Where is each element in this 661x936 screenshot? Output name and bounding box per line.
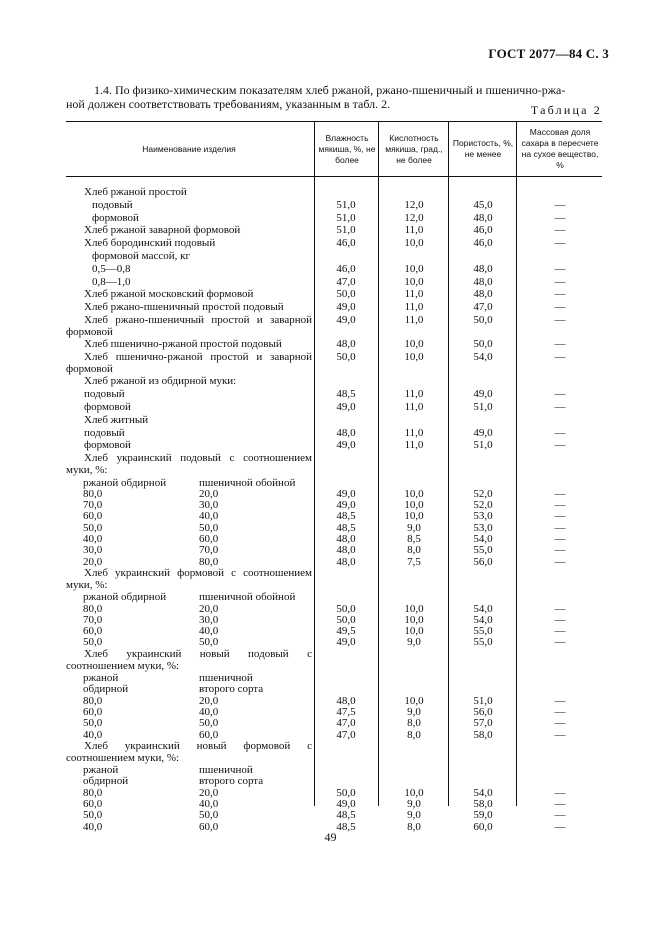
value-acidity: 8,0 xyxy=(407,717,421,730)
value-sugar: — xyxy=(554,728,566,741)
value-sugar: — xyxy=(554,555,566,568)
value-sugar: — xyxy=(554,338,566,351)
value-sugar: — xyxy=(554,288,566,301)
flour-ratio-line xyxy=(83,672,253,684)
value-sugar: — xyxy=(554,401,566,413)
ratio-rye: 60,0 xyxy=(83,798,103,810)
value-porosity: 46,0 xyxy=(473,224,493,237)
value-acidity: 8,0 xyxy=(407,728,421,741)
ratio-rye: 40,0 xyxy=(83,728,103,741)
ratio-rye: 80,0 xyxy=(83,694,103,707)
ratio-wheat: 40,0 xyxy=(199,705,219,718)
value-acidity: 11,0 xyxy=(404,439,424,452)
value-acidity: 9,0 xyxy=(407,705,421,718)
value-porosity: 48,0 xyxy=(473,262,493,275)
product-name: Хлеб житный xyxy=(84,413,149,426)
table-caption: Таблица 2 xyxy=(530,103,602,117)
value-sugar: — xyxy=(554,717,566,730)
column-header-acidity: Кислотность мякиша, град., не более xyxy=(385,132,443,165)
value-porosity: 54,0 xyxy=(473,786,493,799)
value-moisture: 51,0 xyxy=(336,211,356,224)
value-sugar: — xyxy=(554,388,566,401)
ratio-rye: 80,0 xyxy=(83,487,103,500)
value-moisture: 49,0 xyxy=(336,301,356,314)
ratio-rye: 50,0 xyxy=(83,636,103,649)
product-name: 0,8—1,0 xyxy=(92,275,131,288)
flour-ratio-line xyxy=(83,729,218,741)
ratio-wheat: второго сорта xyxy=(199,683,264,696)
ratio-wheat: 60,0 xyxy=(199,728,219,741)
ratio-wheat: 30,0 xyxy=(199,499,219,512)
value-moisture: 50,0 xyxy=(336,602,356,615)
value-sugar: — xyxy=(554,798,566,810)
value-acidity: 10,0 xyxy=(404,694,424,707)
ratio-rye: 50,0 xyxy=(83,809,103,822)
value-sugar: — xyxy=(554,625,566,638)
value-moisture: 49,0 xyxy=(336,401,356,413)
ratio-wheat: 50,0 xyxy=(199,636,219,649)
value-acidity: 7,5 xyxy=(407,555,421,568)
value-acidity: 12,0 xyxy=(404,211,424,224)
value-moisture: 49,0 xyxy=(336,798,356,810)
value-porosity: 51,0 xyxy=(473,401,493,413)
value-porosity: 50,0 xyxy=(473,314,493,326)
ratio-wheat: 70,0 xyxy=(199,544,219,557)
column-divider xyxy=(448,122,449,806)
ratio-rye: 60,0 xyxy=(83,705,103,718)
value-sugar: — xyxy=(554,521,566,534)
value-sugar: — xyxy=(554,809,566,822)
value-sugar: — xyxy=(554,786,566,799)
value-sugar: — xyxy=(554,211,566,224)
ratio-wheat: 60,0 xyxy=(199,533,219,545)
ratio-wheat: 20,0 xyxy=(199,602,219,615)
value-acidity: 11,0 xyxy=(404,224,424,237)
value-porosity: 55,0 xyxy=(473,625,493,638)
flour-ratio-line xyxy=(83,614,218,626)
ratio-wheat: 50,0 xyxy=(199,521,219,534)
value-porosity: 45,0 xyxy=(473,198,493,211)
value-porosity: 54,0 xyxy=(473,533,493,545)
value-acidity: 10,0 xyxy=(404,510,424,523)
value-acidity: 8,5 xyxy=(407,533,421,545)
intro-paragraph xyxy=(66,83,602,111)
product-name: Хлеб украинский подовый с соотношением муки, %: xyxy=(66,452,312,477)
value-sugar: — xyxy=(554,544,566,557)
value-acidity: 10,0 xyxy=(404,613,424,626)
value-moisture: 49,5 xyxy=(336,625,356,638)
value-moisture: 48,5 xyxy=(336,521,356,534)
value-sugar: — xyxy=(554,198,566,211)
flour-ratio-line xyxy=(83,488,218,500)
product-name: формовой xyxy=(92,211,139,224)
value-acidity: 11,0 xyxy=(404,301,424,314)
value-acidity: 9,0 xyxy=(407,798,421,810)
value-moisture: 49,0 xyxy=(336,487,356,500)
value-moisture: 46,0 xyxy=(336,237,356,250)
value-acidity: 10,0 xyxy=(404,351,424,364)
value-porosity: 58,0 xyxy=(473,728,493,741)
ratio-rye: 40,0 xyxy=(83,820,103,833)
value-acidity: 10,0 xyxy=(404,602,424,615)
product-name: подовый xyxy=(92,198,133,211)
ratio-rye: 70,0 xyxy=(83,499,103,512)
value-acidity: 10,0 xyxy=(404,625,424,638)
ratio-rye: ржаной xyxy=(83,672,119,684)
ratio-rye: 20,0 xyxy=(83,555,103,568)
page-number: 49 xyxy=(324,830,337,844)
ratio-wheat: второго сорта xyxy=(199,775,264,788)
value-acidity: 8,0 xyxy=(407,544,421,557)
value-moisture: 49,0 xyxy=(336,499,356,512)
value-moisture: 48,0 xyxy=(336,426,356,439)
value-sugar: — xyxy=(554,820,566,833)
value-sugar: — xyxy=(554,510,566,523)
flour-ratio-line xyxy=(83,764,253,776)
value-porosity: 48,0 xyxy=(473,288,493,301)
product-name: Хлеб украинский новый подовый с соотношением муки, %: xyxy=(66,647,312,672)
value-sugar: — xyxy=(554,439,566,452)
value-porosity: 56,0 xyxy=(473,555,493,568)
ratio-wheat: 20,0 xyxy=(199,694,219,707)
value-porosity: 54,0 xyxy=(473,351,493,364)
value-moisture: 50,0 xyxy=(336,288,356,301)
flour-ratio-line xyxy=(83,522,218,534)
product-name: Хлеб ржаной из обдирной муки: xyxy=(84,375,237,388)
ratio-wheat: 50,0 xyxy=(199,809,219,822)
value-moisture: 47,0 xyxy=(336,275,356,288)
product-name: Хлеб ржаной московский формовой xyxy=(84,288,254,301)
value-sugar: — xyxy=(554,602,566,615)
product-name: подовый xyxy=(84,426,125,439)
value-acidity: 9,0 xyxy=(407,636,421,649)
flour-ratio-line xyxy=(83,556,218,568)
column-divider xyxy=(378,122,379,806)
value-moisture: 47,0 xyxy=(336,728,356,741)
value-acidity: 10,0 xyxy=(404,237,424,250)
ratio-wheat: пшеничной обойной xyxy=(199,476,296,489)
value-moisture: 50,0 xyxy=(336,786,356,799)
value-sugar: — xyxy=(554,694,566,707)
flour-ratio-line xyxy=(83,625,218,637)
value-acidity: 11,0 xyxy=(404,288,424,301)
value-porosity: 51,0 xyxy=(473,439,493,452)
flour-ratio-line xyxy=(83,636,218,648)
column-header-sugar: Массовая доля сахара в пересчете на сухое вещество, % xyxy=(521,127,599,170)
ratio-rye: 50,0 xyxy=(83,717,103,730)
column-divider xyxy=(516,122,517,806)
value-porosity: 50,0 xyxy=(473,338,493,351)
product-name: формовой массой, кг xyxy=(92,250,190,262)
value-sugar: — xyxy=(554,275,566,288)
ratio-wheat: 20,0 xyxy=(199,487,219,500)
value-moisture: 48,5 xyxy=(336,820,356,833)
value-moisture: 49,0 xyxy=(336,439,356,452)
ratio-rye: обдирной xyxy=(83,683,129,696)
value-porosity: 49,0 xyxy=(473,426,493,439)
flour-ratio-line xyxy=(83,775,263,787)
flour-ratio-line xyxy=(83,717,218,729)
ratio-wheat: пшеничной обойной xyxy=(199,591,296,604)
value-moisture: 47,5 xyxy=(336,705,356,718)
value-moisture: 48,0 xyxy=(336,533,356,545)
value-acidity: 10,0 xyxy=(404,786,424,799)
ratio-rye: ржаной обдирной xyxy=(83,591,167,604)
ratio-wheat: 80,0 xyxy=(199,555,219,568)
product-name: Хлеб украинский новый формовой с соотношением муки, %: xyxy=(66,739,312,764)
value-moisture: 50,0 xyxy=(336,613,356,626)
header-divider xyxy=(66,176,602,177)
product-name: Хлеб бородинский подовый xyxy=(84,237,216,250)
ratio-wheat: пшеничной xyxy=(199,764,253,777)
value-sugar: — xyxy=(554,351,566,364)
ratio-wheat: 40,0 xyxy=(199,510,219,523)
value-porosity: 51,0 xyxy=(473,694,493,707)
value-sugar: — xyxy=(554,262,566,275)
value-acidity: 10,0 xyxy=(404,262,424,275)
product-name: Хлеб ржаной простой xyxy=(84,186,187,198)
value-acidity: 10,0 xyxy=(404,499,424,512)
value-moisture: 49,0 xyxy=(336,314,356,326)
intro-line-2: ной должен соответствовать требованиям, указанным в табл. 2. xyxy=(66,97,391,111)
value-porosity: 54,0 xyxy=(473,602,493,615)
value-sugar: — xyxy=(554,301,566,314)
value-acidity: 9,0 xyxy=(407,521,421,534)
flour-ratio-line xyxy=(83,798,218,810)
ratio-rye: 60,0 xyxy=(83,625,103,638)
ratio-rye: ржаной обдирной xyxy=(83,476,167,489)
value-moisture: 46,0 xyxy=(336,262,356,275)
ratio-rye: 50,0 xyxy=(83,521,103,534)
flour-ratio-line xyxy=(83,695,218,707)
product-name: Хлеб ржано-пшеничный простой и заварной формовой xyxy=(66,314,312,338)
value-moisture: 48,5 xyxy=(336,510,356,523)
value-moisture: 49,0 xyxy=(336,636,356,649)
column-header-porosity: Пористость, %, не менее xyxy=(452,138,514,159)
value-moisture: 51,0 xyxy=(336,198,356,211)
ratio-rye: обдирной xyxy=(83,775,129,788)
product-name: Хлеб пшенично-ржаной простой подовый xyxy=(84,338,282,351)
flour-ratio-line xyxy=(83,706,218,718)
ratio-rye: 80,0 xyxy=(83,786,103,799)
value-moisture: 48,5 xyxy=(336,809,356,822)
value-moisture: 48,0 xyxy=(336,555,356,568)
flour-ratio-line xyxy=(83,544,218,556)
ratio-rye: ржаной xyxy=(83,764,119,777)
ratio-rye: 30,0 xyxy=(83,544,103,557)
value-moisture: 48,0 xyxy=(336,544,356,557)
flour-ratio-line xyxy=(83,499,218,511)
value-porosity: 52,0 xyxy=(473,499,493,512)
value-porosity: 58,0 xyxy=(473,798,493,810)
ratio-rye: 70,0 xyxy=(83,613,103,626)
ratio-wheat: 50,0 xyxy=(199,717,219,730)
value-acidity: 10,0 xyxy=(404,275,424,288)
document-header: ГОСТ 2077—84 С. 3 xyxy=(488,46,609,61)
product-name: Хлеб пшенично-ржаной простой и заварной формовой xyxy=(66,351,312,376)
value-sugar: — xyxy=(554,705,566,718)
ratio-wheat: пшеничной xyxy=(199,672,253,684)
product-name: Хлеб ржаной заварной формовой xyxy=(84,224,241,237)
value-porosity: 59,0 xyxy=(473,809,493,822)
value-sugar: — xyxy=(554,426,566,439)
flour-ratio-line xyxy=(83,477,295,489)
value-acidity: 11,0 xyxy=(404,401,424,413)
value-acidity: 11,0 xyxy=(404,426,424,439)
value-acidity: 11,0 xyxy=(404,314,424,326)
value-porosity: 52,0 xyxy=(473,487,493,500)
flour-ratio-line xyxy=(83,533,218,545)
flour-ratio-line xyxy=(83,683,263,695)
ratio-rye: 60,0 xyxy=(83,510,103,523)
value-sugar: — xyxy=(554,499,566,512)
ratio-wheat: 60,0 xyxy=(199,820,219,833)
value-acidity: 10,0 xyxy=(404,338,424,351)
ratio-wheat: 40,0 xyxy=(199,625,219,638)
value-acidity: 8,0 xyxy=(407,820,421,833)
value-moisture: 50,0 xyxy=(336,351,356,364)
value-sugar: — xyxy=(554,314,566,326)
flour-ratio-line xyxy=(83,510,218,522)
value-porosity: 48,0 xyxy=(473,275,493,288)
value-porosity: 57,0 xyxy=(473,717,493,730)
value-porosity: 47,0 xyxy=(473,301,493,314)
product-name: 0,5—0,8 xyxy=(92,262,131,275)
flour-ratio-line xyxy=(83,809,218,821)
intro-line-1: 1.4. По физико-химическим показателям хлеб ржаной, ржано-пшеничный и пшенично-ржа- xyxy=(94,83,566,97)
product-name: Хлеб ржано-пшеничный простой подовый xyxy=(84,301,284,314)
value-porosity: 54,0 xyxy=(473,613,493,626)
value-sugar: — xyxy=(554,224,566,237)
value-sugar: — xyxy=(554,533,566,545)
product-name: формовой xyxy=(84,439,131,452)
product-name: подовый xyxy=(84,388,125,401)
value-porosity: 55,0 xyxy=(473,544,493,557)
value-sugar: — xyxy=(554,487,566,500)
value-sugar: — xyxy=(554,613,566,626)
flour-ratio-line xyxy=(83,591,295,603)
value-porosity: 60,0 xyxy=(473,820,493,833)
value-moisture: 51,0 xyxy=(336,224,356,237)
value-porosity: 56,0 xyxy=(473,705,493,718)
value-acidity: 12,0 xyxy=(404,198,424,211)
value-acidity: 11,0 xyxy=(404,388,424,401)
value-porosity: 53,0 xyxy=(473,510,493,523)
value-porosity: 55,0 xyxy=(473,636,493,649)
product-name: формовой xyxy=(84,401,131,413)
value-sugar: — xyxy=(554,636,566,649)
value-moisture: 47,0 xyxy=(336,717,356,730)
ratio-wheat: 20,0 xyxy=(199,786,219,799)
ratio-rye: 80,0 xyxy=(83,602,103,615)
column-header-name: Наименование изделия xyxy=(142,143,236,154)
flour-ratio-line xyxy=(83,603,218,615)
flour-ratio-line xyxy=(83,787,218,799)
data-table xyxy=(66,121,602,833)
value-moisture: 48,0 xyxy=(336,694,356,707)
ratio-wheat: 30,0 xyxy=(199,613,219,626)
value-acidity: 10,0 xyxy=(404,487,424,500)
value-acidity: 9,0 xyxy=(407,809,421,822)
value-sugar: — xyxy=(554,237,566,250)
value-moisture: 48,5 xyxy=(336,388,356,401)
value-moisture: 48,0 xyxy=(336,338,356,351)
ratio-rye: 40,0 xyxy=(83,533,103,545)
value-porosity: 48,0 xyxy=(473,211,493,224)
column-header-moisture: Влажность мякиша, %, не более xyxy=(318,132,376,165)
value-porosity: 49,0 xyxy=(473,388,493,401)
value-porosity: 46,0 xyxy=(473,237,493,250)
product-name: Хлеб украинский формовой с соотношением муки, %: xyxy=(66,566,312,591)
value-porosity: 53,0 xyxy=(473,521,493,534)
ratio-wheat: 40,0 xyxy=(199,798,219,810)
